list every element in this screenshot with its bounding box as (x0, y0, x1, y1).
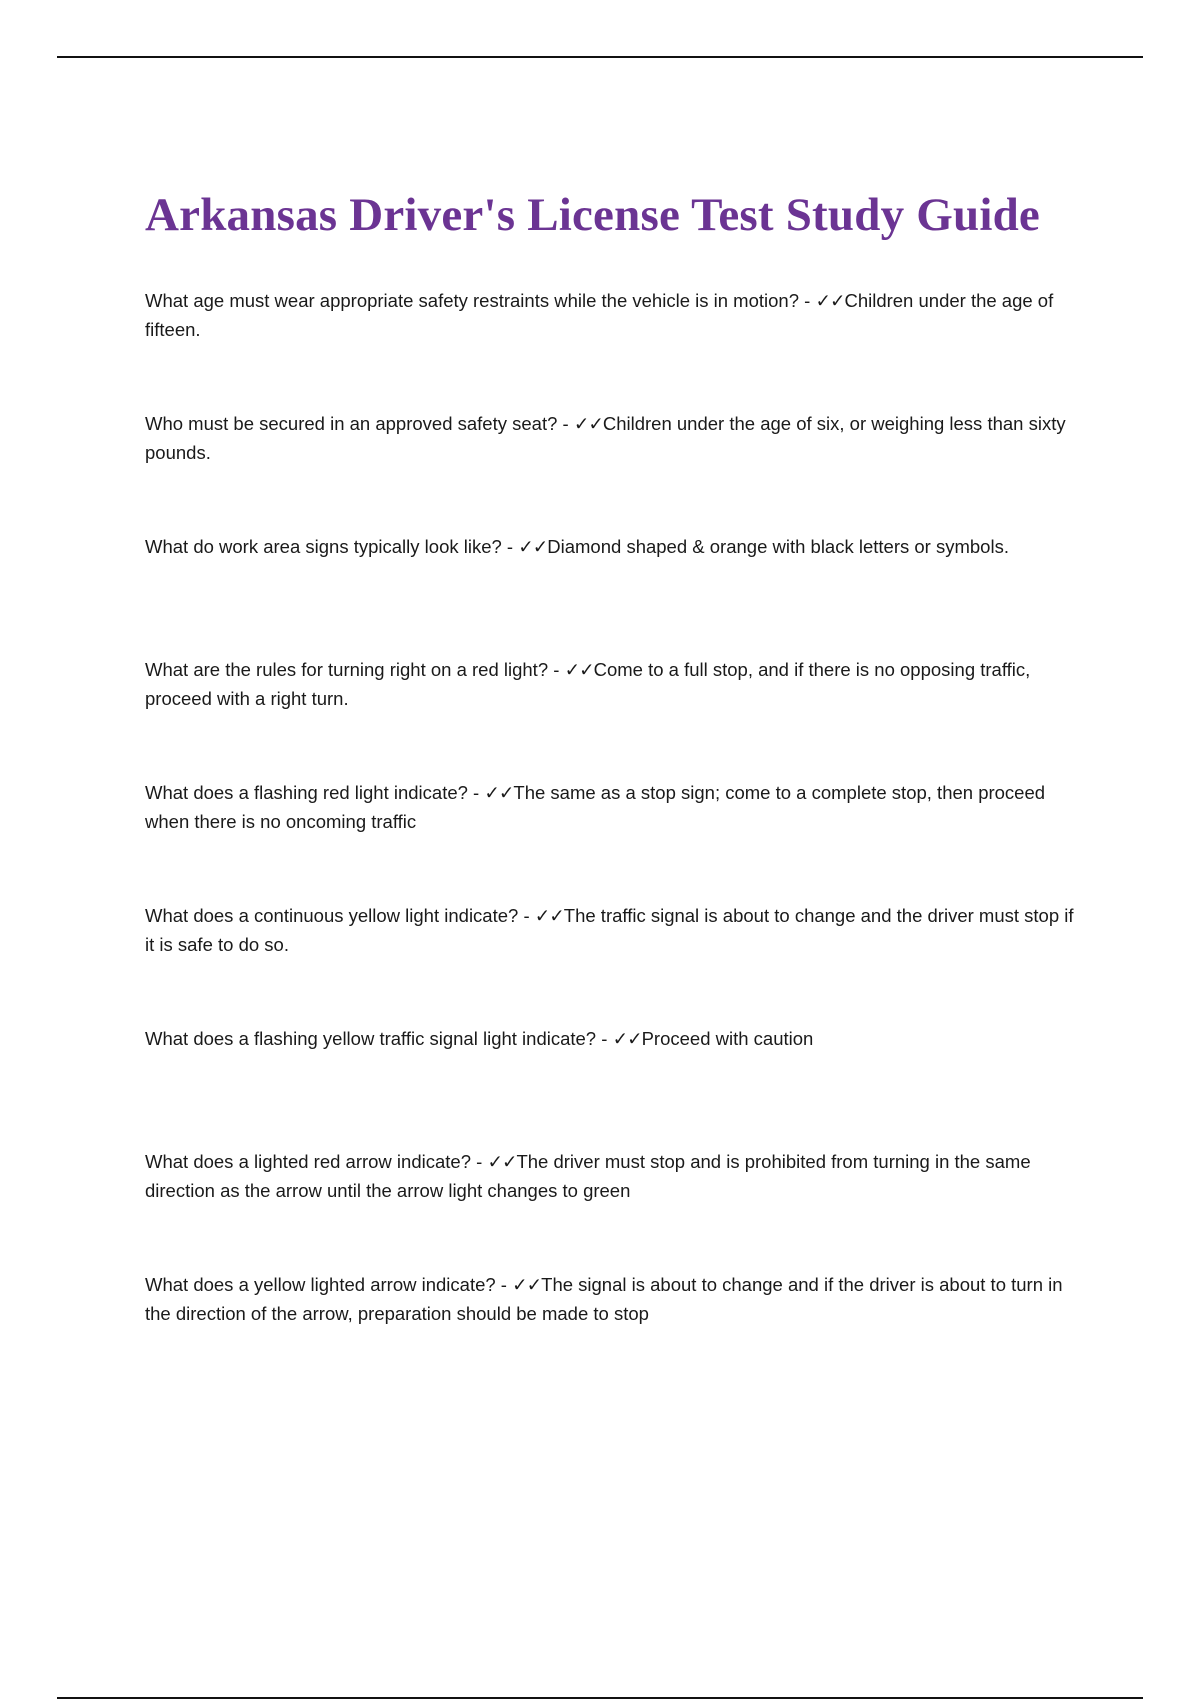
question-text: What age must wear appropriate safety restraints while the vehicle is in motion? (145, 290, 799, 311)
double-check-icon: ✓✓ (534, 905, 564, 926)
question-text: What does a continuous yellow light indicate? (145, 905, 519, 926)
answer-text: The traffic signal is about to change and the driver must stop if it is safe to do so. (145, 905, 1074, 955)
header-rule (57, 56, 1143, 58)
qa-item (145, 287, 1085, 410)
question-text: What does a yellow lighted arrow indicate? (145, 1274, 496, 1295)
qa-item (145, 533, 1085, 656)
double-check-icon: ✓✓ (518, 536, 548, 557)
page-title: Arkansas Driver's License Test Study Guide (145, 189, 1040, 241)
qa-item (145, 1271, 1085, 1394)
separator: - (501, 536, 519, 557)
answer-text: Diamond shaped & orange with black letters or symbols. (547, 536, 1009, 557)
double-check-icon: ✓✓ (815, 290, 845, 311)
answer-text: Children under the age of six, or weighing less than sixty pounds. (145, 413, 1066, 463)
qa-item (145, 902, 1085, 1025)
separator: - (495, 1274, 513, 1295)
separator: - (548, 659, 565, 680)
answer-text: The signal is about to change and if the driver is about to turn in the direction of the arrow, preparation should be made to stop (145, 1274, 1063, 1324)
double-check-icon: ✓✓ (484, 782, 514, 803)
double-check-icon: ✓✓ (487, 1151, 517, 1172)
double-check-icon: ✓✓ (564, 659, 594, 680)
double-check-icon: ✓✓ (512, 1274, 542, 1295)
separator: - (518, 905, 535, 926)
double-check-icon: ✓✓ (573, 413, 603, 434)
question-text: Who must be secured in an approved safety seat? (145, 413, 558, 434)
answer-text: The same as a stop sign; come to a complete stop, then proceed when there is no oncoming traffic (145, 782, 1046, 832)
answer-text: The driver must stop and is prohibited from turning in the same direction as the arrow until the arrow light changes to green (145, 1151, 1031, 1201)
separator: - (596, 1028, 613, 1049)
document-body (145, 185, 1085, 1394)
separator: - (798, 290, 816, 311)
qa-list (145, 287, 1085, 1394)
double-check-icon: ✓✓ (612, 1028, 642, 1049)
separator: - (471, 1151, 488, 1172)
qa-item (145, 779, 1085, 902)
answer-text: Come to a full stop, and if there is no opposing traffic, proceed with a right turn. (145, 659, 1031, 709)
question-text: What are the rules for turning right on a red light? (145, 659, 549, 680)
qa-item (145, 1025, 1085, 1148)
answer-text: Proceed with caution (641, 1028, 814, 1049)
question-text: What do work area signs typically look like? (145, 536, 502, 557)
answer-text: Children under the age of fifteen. (145, 290, 1054, 340)
question-text: What does a lighted red arrow indicate? (145, 1151, 471, 1172)
qa-item (145, 410, 1085, 533)
qa-item (145, 1148, 1085, 1271)
separator: - (467, 782, 485, 803)
qa-item (145, 656, 1085, 779)
question-text: What does a flashing red light indicate? (145, 782, 468, 803)
separator: - (557, 413, 574, 434)
footer-rule (57, 1697, 1143, 1699)
question-text: What does a flashing yellow traffic signal light indicate? (145, 1028, 597, 1049)
